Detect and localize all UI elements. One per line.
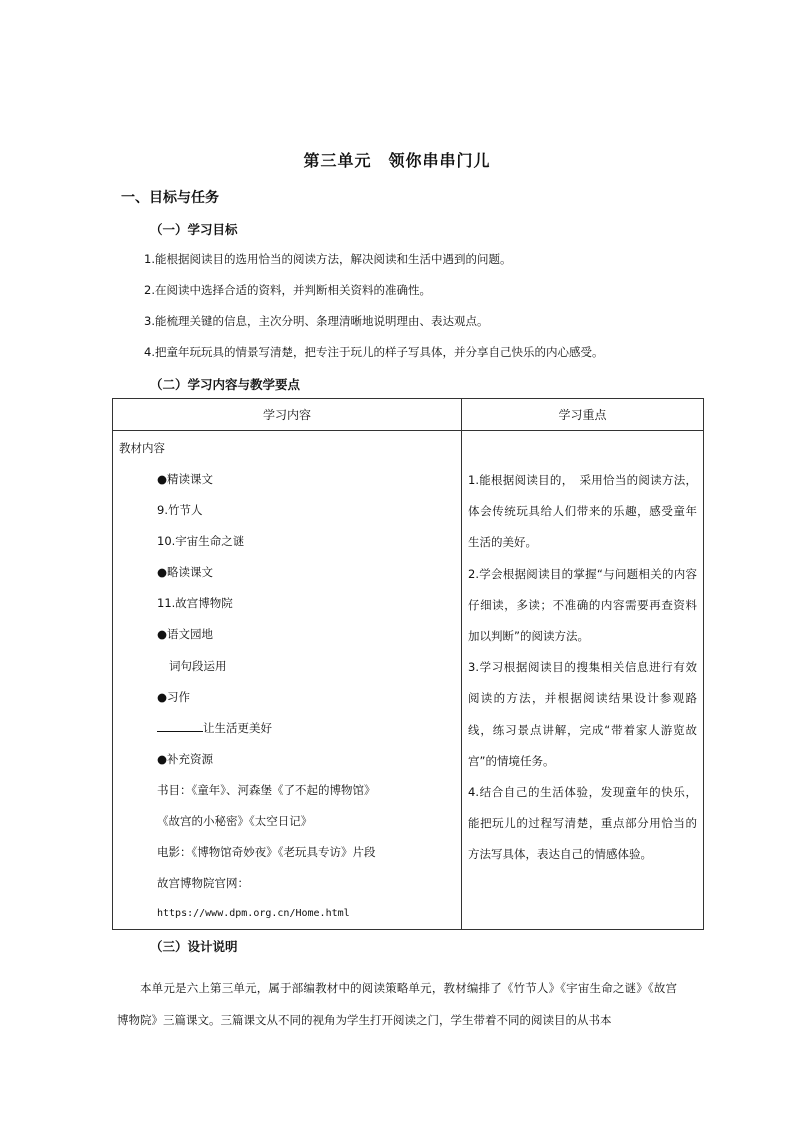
- list-item: 10.宇宙生命之谜: [157, 534, 245, 548]
- page-title: 第三单元 领你串串门儿: [303, 151, 491, 170]
- list-item: ●略读课文: [157, 565, 214, 579]
- objective-item: 4.把童年玩玩具的情景写清楚，把专注于玩儿的样子写具体，并分享自己快乐的内心感受。: [144, 345, 604, 359]
- list-item: [157, 720, 272, 736]
- table-header-content: 学习内容: [113, 399, 462, 431]
- objective-item: 1.能根据阅读目的选用恰当的阅读方法，解决阅读和生活中遇到的问题。: [144, 252, 512, 266]
- list-item: 词句段运用: [169, 659, 227, 673]
- list-item: ●语文园地: [157, 627, 214, 641]
- table-cell-content: [113, 431, 462, 930]
- section-heading-goals: 一、目标与任务: [121, 190, 219, 206]
- list-item: ●补充资源: [157, 752, 214, 766]
- subsection-heading-content: （二）学习内容与教学要点: [150, 377, 301, 392]
- list-item: 《故宫的小秘密》《太空日记》: [157, 814, 313, 828]
- list-item: 故宫博物院官网：: [157, 876, 249, 890]
- focus-item: 3.学习根据阅读目的搜集相关信息进行有效阅读的方法，并根据阅读结果设计参观路线，练习景点讲解，完成“带着家人游览故宫”的情境任务。: [468, 660, 697, 768]
- objective-item: 2.在阅读中选择合适的资料，并判断相关资料的准确性。: [144, 283, 431, 297]
- design-paragraph: 本单元是六上第三单元，属于部编教材中的阅读策略单元，教材编排了《竹节人》《宇宙生命之谜》《故宫博物院》三篇课文。三篇课文从不同的视角为学生打开阅读之门，学生带着不同的阅读目的从书本: [117, 981, 677, 1027]
- table-header-focus: 学习重点: [462, 399, 704, 431]
- list-item: 书目：《童年》、河森堡《了不起的博物馆》: [157, 783, 376, 797]
- list-item: 9.竹节人: [157, 503, 203, 517]
- content-table: [112, 398, 704, 930]
- list-item: ●精读课文: [157, 472, 214, 486]
- list-item: 11.故宫博物院: [157, 596, 233, 610]
- focus-item: 4.结合自己的生活体验，发现童年的快乐，能把玩儿的过程写清楚，重点部分用恰当的方法写具体，表达自己的情感体验。: [468, 785, 697, 862]
- fill-blank-line: [157, 721, 203, 732]
- writing-topic: 让生活更美好: [203, 721, 272, 735]
- focus-item: 2.学会根据阅读目的掌握“与问题相关的内容仔细读，多读；不准确的内容需要再查资料加以判断”的阅读方法。: [468, 566, 697, 644]
- objective-item: 3.能梳理关键的信息，主次分明、条理清晰地说明理由、表达观点。: [144, 314, 489, 328]
- subsection-heading-objectives: （一）学习目标: [150, 222, 238, 237]
- website-link[interactable]: https://www.dpm.org.cn/Home.html: [157, 908, 350, 919]
- table-cell-focus: [462, 431, 704, 930]
- list-item: 电影：《博物馆奇妙夜》《老玩具专访》片段: [157, 845, 376, 859]
- list-item: 教材内容: [119, 441, 165, 455]
- subsection-heading-design: （三）设计说明: [150, 939, 238, 954]
- focus-item: 1.能根据阅读目的， 采用恰当的阅读方法，体会传统玩具给人们带来的乐趣，感受童年生活的美好。: [468, 473, 697, 550]
- list-item: ●习作: [157, 690, 191, 704]
